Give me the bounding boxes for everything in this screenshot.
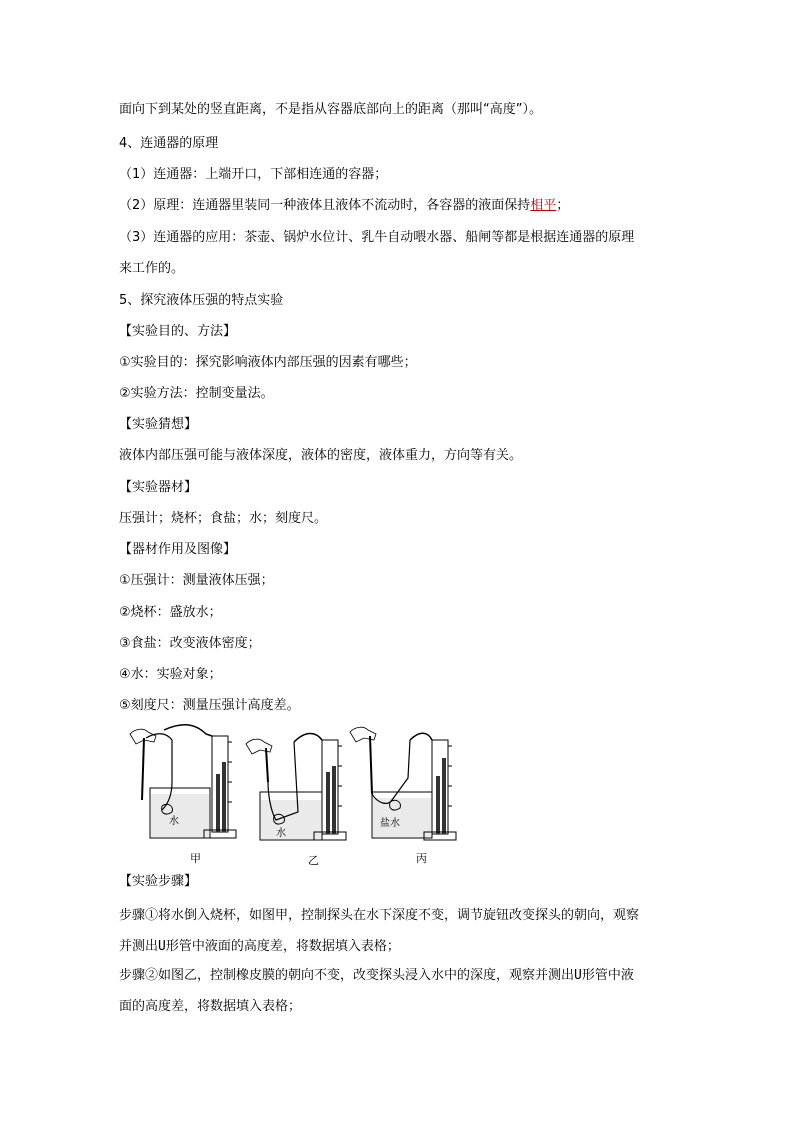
text-line: 液体内部压强可能与液体深度，液体的密度，液体重力，方向等有关。 <box>119 448 523 463</box>
figure-caption-jia: 甲 <box>190 852 201 865</box>
liquid-label: 水 <box>276 828 286 839</box>
section-heading-experiment: 5、探究液体压强的特点实验 <box>119 293 284 308</box>
experiment-figure <box>126 722 461 868</box>
section-heading-connector: 4、连通器的原理 <box>119 136 219 151</box>
liquid-label: 水 <box>169 816 179 827</box>
text-line: ④水：实验对象； <box>119 667 222 682</box>
u-tube-right-liquid <box>442 758 446 834</box>
text-line: 面向下到某处的竖直距离，不是指从容器底部向上的距离（那叫“高度”）。 <box>119 102 542 117</box>
subheading: 【器材作用及图像】 <box>119 542 237 557</box>
setup-yi <box>246 734 346 841</box>
rubber-tube <box>372 740 410 803</box>
text-line: （1）连通器：上端开口，下部相连通的容器； <box>119 167 388 182</box>
text-line: 并测出U形管中液面的高度差，将数据填入表格； <box>119 939 400 954</box>
setup-jia <box>130 725 236 838</box>
figure-caption-bing: 丙 <box>416 852 427 865</box>
text-line: 面的高度差，将数据填入表格； <box>119 999 302 1014</box>
hand-icon <box>350 727 376 742</box>
liquid <box>151 794 209 837</box>
text-line: 来工作的。 <box>119 261 185 276</box>
text-segment: ； <box>556 198 570 213</box>
probe-rod <box>266 748 268 782</box>
setup-bing <box>350 727 456 840</box>
text-line <box>119 198 569 214</box>
text-line: ⑤刻度尺：测量压强计高度差。 <box>119 698 300 713</box>
text-line: ②烧杯：盛放水； <box>119 605 222 620</box>
subheading: 【实验器材】 <box>119 480 198 495</box>
text-line: 步骤②如图乙，控制橡皮膜的朝向不变，改变探头浸入水中的深度，观察并测出U形管中液 <box>119 968 634 983</box>
text-line: ①压强计：测量液体压强； <box>119 573 274 588</box>
text-line: 压强计；烧杯；食盐；水；刻度尺。 <box>119 511 328 526</box>
hand-icon <box>246 739 272 754</box>
connection-tube <box>294 734 322 743</box>
u-tube-right-liquid <box>332 766 336 834</box>
highlight-term: 相平 <box>530 198 557 213</box>
text-segment: （2）原理：连通器里装同一种液体且液体不流动时，各容器的液面保持 <box>119 198 531 213</box>
connection-tube <box>164 725 212 736</box>
figure-caption-yi: 乙 <box>308 854 319 867</box>
text-line: ①实验目的：探究影响液体内部压强的因素有哪些； <box>119 355 417 370</box>
probe-rod <box>370 736 372 794</box>
subheading: 【实验目的、方法】 <box>119 324 237 339</box>
text-line: 步骤①将水倒入烧杯，如图甲，控制探头在水下深度不变，调节旋钮改变探头的朝向，观察 <box>119 908 640 923</box>
connection-tube <box>410 733 432 740</box>
u-tube-left-liquid <box>326 772 330 834</box>
liquid <box>261 800 321 839</box>
u-tube-right-liquid <box>222 762 226 832</box>
subheading: 【实验猜想】 <box>119 417 198 432</box>
text-line: （3）连通器的应用：茶壶、锅炉水位计、乳牛自动喂水器、船闸等都是根据连通器的原理 <box>119 230 635 245</box>
liquid-label: 盐水 <box>380 818 400 829</box>
u-tube-left-liquid <box>216 774 220 832</box>
text-line: ③食盐：改变液体密度； <box>119 636 261 651</box>
probe-rod <box>142 738 144 800</box>
text-line: ②实验方法：控制变量法。 <box>119 386 274 401</box>
subheading: 【实验步骤】 <box>119 874 198 889</box>
u-tube-left-liquid <box>436 776 440 834</box>
